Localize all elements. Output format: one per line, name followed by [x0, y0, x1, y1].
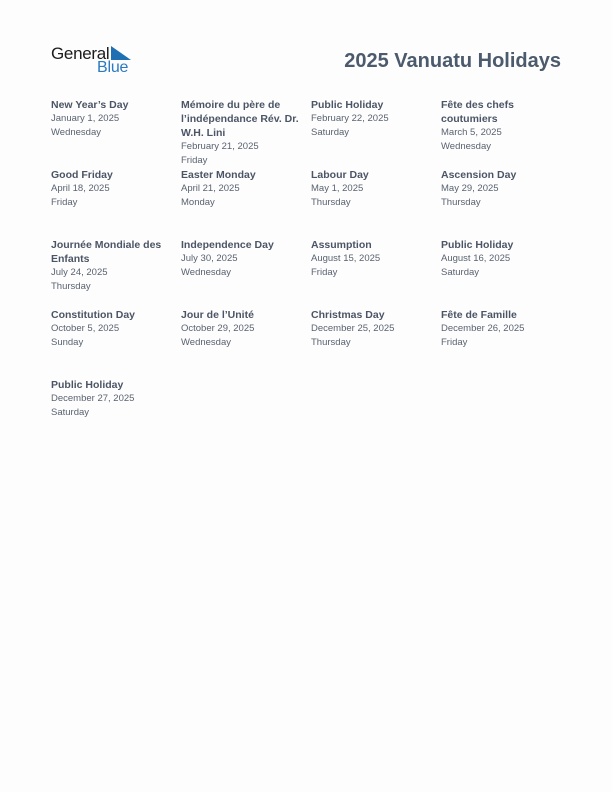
page-title: 2025 Vanuatu Holidays	[344, 50, 561, 72]
holiday-weekday: Monday	[181, 197, 215, 208]
holiday-date: April 18, 2025	[51, 183, 110, 194]
holiday-weekday: Friday	[51, 197, 78, 208]
holiday-date: August 15, 2025	[311, 253, 381, 264]
holiday-date: July 30, 2025	[181, 253, 238, 264]
holiday-item	[311, 168, 435, 210]
holiday-date: March 5, 2025	[441, 127, 502, 138]
holiday-weekday: Thursday	[441, 197, 481, 208]
holiday-weekday: Wednesday	[51, 127, 101, 138]
holiday-name: Fête des chefs coutumiers	[441, 99, 514, 125]
holiday-date: April 21, 2025	[181, 183, 240, 194]
holiday-name: Labour Day	[311, 169, 369, 181]
logo-triangle-icon	[109, 46, 131, 60]
holiday-item	[181, 98, 305, 168]
holiday-row	[51, 98, 571, 168]
holiday-date: May 1, 2025	[311, 183, 364, 194]
holiday-weekday: Thursday	[311, 337, 351, 348]
holiday-weekday: Wednesday	[441, 141, 491, 152]
holiday-name: Public Holiday	[311, 99, 384, 111]
holiday-row	[51, 308, 571, 378]
holiday-weekday: Thursday	[311, 197, 351, 208]
holiday-grid	[51, 98, 571, 448]
holiday-weekday: Saturday	[441, 267, 480, 278]
holiday-item	[181, 238, 305, 280]
holiday-name: Fête de Famille	[441, 309, 517, 321]
holiday-weekday: Sunday	[51, 337, 84, 348]
generalblue-logo	[51, 44, 133, 78]
holiday-row	[51, 238, 571, 308]
holiday-date: October 29, 2025	[181, 323, 255, 334]
holiday-name: Ascension Day	[441, 169, 517, 181]
holiday-date: July 24, 2025	[51, 267, 108, 278]
holiday-name: Public Holiday	[441, 239, 514, 251]
holiday-name: Journée Mondiale des Enfants	[51, 239, 162, 265]
logo-word-blue: Blue	[97, 59, 129, 76]
holiday-name: New Year’s Day	[51, 99, 129, 111]
logo-word-general: General	[51, 44, 110, 63]
holiday-item	[441, 168, 565, 210]
holiday-name: Christmas Day	[311, 309, 385, 321]
holiday-item	[311, 238, 435, 280]
holiday-item	[311, 308, 435, 350]
holiday-row	[51, 378, 571, 448]
holiday-row	[51, 168, 571, 238]
holiday-item	[51, 98, 175, 140]
holiday-weekday: Friday	[181, 155, 208, 166]
holiday-name: Assumption	[311, 239, 372, 251]
holiday-date: August 16, 2025	[441, 253, 511, 264]
holiday-item	[441, 308, 565, 350]
holiday-weekday: Thursday	[51, 281, 91, 292]
holiday-name: Easter Monday	[181, 169, 256, 181]
holiday-date: December 26, 2025	[441, 323, 525, 334]
holiday-name: Mémoire du père de l’indépendance Rév. Dr. W.H. Lini	[181, 99, 299, 139]
holiday-item	[181, 308, 305, 350]
holiday-name: Jour de l’Unité	[181, 309, 254, 321]
holiday-weekday: Friday	[441, 337, 468, 348]
holiday-date: February 21, 2025	[181, 141, 259, 152]
holiday-item	[51, 168, 175, 210]
holiday-date: December 25, 2025	[311, 323, 395, 334]
holiday-item	[51, 308, 175, 350]
holiday-name: Constitution Day	[51, 309, 135, 321]
holiday-date: February 22, 2025	[311, 113, 389, 124]
holiday-item	[181, 168, 305, 210]
holiday-item	[441, 98, 565, 154]
holiday-date: January 1, 2025	[51, 113, 120, 124]
holiday-weekday: Wednesday	[181, 337, 231, 348]
holiday-date: December 27, 2025	[51, 393, 135, 404]
holiday-weekday: Saturday	[311, 127, 350, 138]
holiday-weekday: Friday	[311, 267, 338, 278]
holiday-item	[51, 238, 175, 294]
holiday-item	[51, 378, 175, 420]
holiday-date: May 29, 2025	[441, 183, 499, 194]
holiday-weekday: Saturday	[51, 407, 90, 418]
holiday-name: Public Holiday	[51, 379, 124, 391]
holiday-name: Good Friday	[51, 169, 113, 181]
holiday-date: October 5, 2025	[51, 323, 120, 334]
holiday-item	[311, 98, 435, 140]
holiday-weekday: Wednesday	[181, 267, 231, 278]
holiday-item	[441, 238, 565, 280]
holiday-name: Independence Day	[181, 239, 274, 251]
